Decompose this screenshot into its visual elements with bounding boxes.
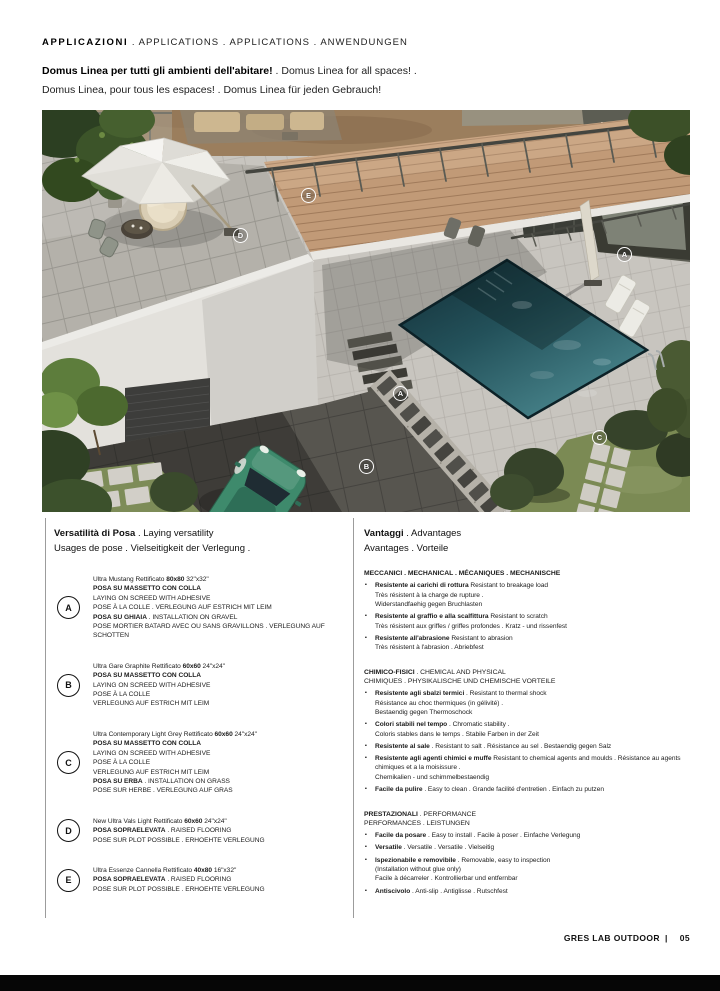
- advantage-group: [364, 810, 692, 896]
- item-letter-badge: C: [57, 751, 80, 774]
- marker-layer: [42, 110, 690, 512]
- laying-items: [54, 575, 339, 894]
- item-letter-badge: E: [57, 869, 80, 892]
- advantage-bullet: ▪ Resistente al graffio e alla scalfittura Resistant to scratch Très résistent aux griffes / griffes profondes . Kratz - und rissenfest: [364, 612, 692, 631]
- item-description: Ultra Essenze Cannella Rettificato 40x80 16"x32" POSA SOPRAELEVATA . RAISED FLOORING POSE SUR PLOT POSSIBLE . ERHOEHTE VERLEGUNG: [93, 866, 265, 893]
- advantage-bullet: ▪ Facile da posare . Easy to install . Facile à poser . Einfache Verlegung: [364, 831, 692, 840]
- photo-marker-b: B: [359, 459, 374, 474]
- item-description: New Ultra Vals Light Rettificato 60x60 24"x24" POSA SOPRAELEVATA . RAISED FLOORING POSE SUR PLOT POSSIBLE . ERHOEHTE VERLEGUNG: [93, 817, 265, 844]
- advantage-bullet: ▪ Resistente agli sbalzi termici . Resistant to thermal shock Résistance au choc thermiques (in gélivité) . Bestaendig gegen Thermoschock: [364, 689, 692, 717]
- advantage-group: [364, 569, 692, 653]
- photo-marker-c: C: [592, 430, 607, 445]
- laying-versatility-section: [45, 518, 353, 918]
- laying-title: Versatilità di Posa . Laying versatility: [54, 528, 214, 539]
- item-letter-badge: B: [57, 674, 80, 697]
- advantage-bullet: ▪ Colori stabili nel tempo . Chromatic stability . Coloris stables dans le temps . Stabile Farben in der Zeit: [364, 720, 692, 739]
- footer-brand: GRES LAB OUTDOOR: [563, 933, 660, 943]
- page-number: 05: [679, 933, 690, 943]
- advantage-bullet-list: [364, 581, 692, 652]
- photo-marker-e: E: [301, 188, 316, 203]
- page-kicker: [42, 37, 408, 48]
- advantage-bullet: ▪ Resistente agli agenti chimici e muffe Resistant to chemical agents and moulds . Résistance au agents chimiques et a la moisissure . Chemikalien - und schimmelbestaendig: [364, 754, 692, 782]
- advantage-bullet: ▪ Resistente al sale . Resistant to salt . Résistance au sel . Bestaendig gegen Salz: [364, 742, 692, 751]
- advantage-group-heading: PRESTAZIONALI . PERFORMANCE PERFORMANCES . LEISTUNGEN: [364, 810, 476, 827]
- info-columns: [45, 518, 692, 918]
- advantage-bullet: ▪ Facile da pulire . Easy to clean . Grande facilité d'entretien . Einfach zu putzen: [364, 785, 692, 794]
- laying-item-a: [54, 575, 339, 641]
- item-description: Ultra Contemporary Light Grey Rettificato 60x60 24"x24" POSA SU MASSETTO CON COLLA LAYING ON SCREED WITH ADHESIVE POSE À LA COLLE VERLEGUNG AUF ESTRICH MIT LEIM POSA SU ERBA . INSTALLATION ON GRASS POSE SUR HERBE . VERLEGUNG AUF GRAS: [93, 730, 257, 795]
- advantage-bullet: ▪ Resistente all'abrasione Resistant to abrasion Très résistent à l'abrasion . Abriebfest: [364, 634, 692, 653]
- item-letter-badge: A: [57, 596, 80, 619]
- footer-divider: |: [664, 933, 668, 943]
- advantage-bullet: ▪ Versatile . Versatile . Versatile . Vielseitig: [364, 843, 692, 852]
- item-letter-badge: D: [57, 819, 80, 842]
- advantages-subtitle: Avantages . Vorteile: [364, 543, 449, 554]
- advantage-bullet-list: [364, 831, 692, 896]
- laying-item-b: [54, 662, 339, 709]
- kicker-rest: . APPLICATIONS . APPLICATIONS . ANWENDUNGEN: [128, 37, 408, 48]
- laying-item-e: [54, 866, 339, 894]
- laying-item-d: [54, 817, 339, 845]
- page-intro: [42, 62, 417, 100]
- intro-line-2: Domus Linea, pour tous les espaces! . Domus Linea für jeden Gebrauch!: [42, 84, 382, 96]
- advantage-bullet: ▪ Antiscivolo . Anti-slip . Antiglisse . Rutschfest: [364, 887, 692, 896]
- laying-subtitle: Usages de pose . Vielseitigkeit der Verlegung .: [54, 543, 251, 554]
- advantage-group: [364, 668, 692, 795]
- advantage-group-heading: CHIMICO-FISICI . CHEMICAL AND PHYSICAL CHIMIQUES . PHYSIKALISCHE UND CHEMISCHE VORTEILE: [364, 668, 556, 686]
- advantages-title: Vantaggi . Advantages: [364, 528, 462, 539]
- advantage-bullet-list: [364, 689, 692, 794]
- application-render-image: [42, 110, 690, 512]
- bottom-black-bar: [0, 975, 720, 991]
- photo-marker-d: D: [233, 228, 248, 243]
- advantage-bullet: ▪ Resistente ai carichi di rottura Resistant to breakage load Très résistent à la charge de rupture . Widerstandfaehig gegen Bruchlasten: [364, 581, 692, 609]
- laying-item-c: [54, 730, 339, 796]
- advantage-group-heading: MECCANICI . MECHANICAL . MÉCANIQUES . MECHANISCHE: [364, 570, 561, 577]
- kicker-bold: APPLICAZIONI: [42, 37, 129, 48]
- item-description: Ultra Mustang Rettificato 80x80 32"x32" POSA SU MASSETTO CON COLLA LAYING ON SCREED WITH ADHESIVE POSE À LA COLLE . VERLEGUNG AUF ESTRICH MIT LEIM POSA SU GHIAIA . INSTALLATION ON GRAVEL POSE MORTIER BATARD AVEC OU SANS GRAVILLONS . VERLEGUNG AUF SCHOTTEN: [93, 576, 325, 640]
- page-footer: [564, 933, 690, 943]
- item-description: Ultra Gare Graphite Rettificato 60x60 24"x24" POSA SU MASSETTO CON COLLA LAYING ON SCREED WITH ADHESIVE POSE À LA COLLE VERLEGUNG AUF ESTRICH MIT LEIM: [93, 662, 225, 708]
- advantages-groups: [364, 569, 692, 896]
- advantages-section: [353, 518, 692, 918]
- photo-marker-a: A: [393, 386, 408, 401]
- photo-marker-a: A: [617, 247, 632, 262]
- intro-line-1: Domus Linea per tutti gli ambienti dell'abitare! . Domus Linea for all spaces! .: [42, 65, 417, 77]
- advantage-bullet: ▪ Ispezionabile e removibile . Removable, easy to inspection (Installation without glue only) Facile à décarreler . Kontrollierbar und entfernbar: [364, 856, 692, 884]
